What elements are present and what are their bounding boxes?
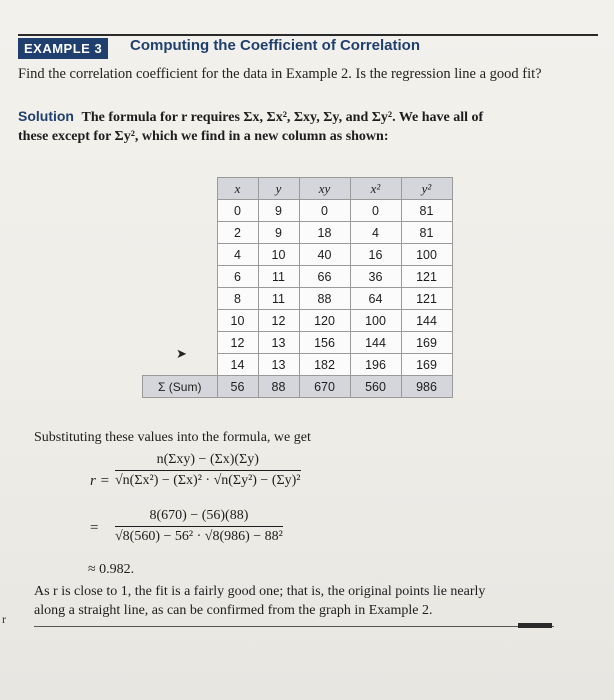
- table-cell: 4: [350, 222, 401, 244]
- fraction-bar: [115, 470, 301, 471]
- bottom-tab-mark: [518, 623, 552, 628]
- substitution-intro: Substituting these values into the formula, we get: [34, 430, 311, 445]
- table-cell: 11: [258, 266, 299, 288]
- substituted-fraction: [115, 508, 283, 545]
- conclusion-line-2: along a straight line, as can be confirmed from the graph in Example 2.: [34, 603, 433, 618]
- table-body: [143, 200, 453, 376]
- table-cell: 88: [299, 288, 350, 310]
- table-cell: 144: [401, 310, 452, 332]
- header-x: x: [217, 178, 258, 200]
- table-cell: 121: [401, 288, 452, 310]
- table-row: [143, 288, 453, 310]
- result-value: ≈ 0.982.: [88, 562, 135, 577]
- table-cell: 13: [258, 354, 299, 376]
- table-cell: 156: [299, 332, 350, 354]
- solution-line-1: The formula for r requires Σx, Σx², Σxy, Σy, and Σy². We have all of: [81, 110, 484, 125]
- sum-x: 56: [217, 376, 258, 398]
- r-equals: r =: [90, 473, 110, 489]
- table-row: [143, 244, 453, 266]
- fraction-bar: [115, 526, 283, 527]
- table-cell: 16: [350, 244, 401, 266]
- table-cell: 196: [350, 354, 401, 376]
- table-cell: 169: [401, 332, 452, 354]
- table-cell: 10: [258, 244, 299, 266]
- table-cell: 2: [217, 222, 258, 244]
- table-cell: 120: [299, 310, 350, 332]
- header-spacer: [143, 178, 218, 200]
- table-row: [143, 332, 453, 354]
- formula-fraction: [115, 452, 301, 489]
- example-tag: EXAMPLE 3: [18, 38, 108, 59]
- table-cell: 100: [401, 244, 452, 266]
- example-title: Computing the Coefficient of Correlation: [130, 37, 420, 54]
- table-cell: 12: [258, 310, 299, 332]
- solution-line-2: these except for Σy², which we find in a new column as shown:: [18, 129, 389, 144]
- formula-denominator: √n(Σx²) − (Σx)² · √n(Σy²) − (Σy)²: [115, 473, 301, 488]
- table-cell: 9: [258, 200, 299, 222]
- table-cell: 11: [258, 288, 299, 310]
- table-cell: 12: [217, 332, 258, 354]
- table-cell: 36: [350, 266, 401, 288]
- table-row: [143, 200, 453, 222]
- row-spacer: [143, 200, 218, 222]
- top-rule: [18, 34, 598, 36]
- table-cell: 81: [401, 222, 452, 244]
- substituted-numerator: 8(670) − (56)(88): [149, 508, 249, 523]
- table-cell: 66: [299, 266, 350, 288]
- row-spacer: [143, 310, 218, 332]
- row-spacer: [143, 222, 218, 244]
- table-cell: 144: [350, 332, 401, 354]
- sum-row: [143, 376, 453, 398]
- formula-numerator: n(Σxy) − (Σx)(Σy): [156, 452, 259, 467]
- table-cell: 8: [217, 288, 258, 310]
- header-y: y: [258, 178, 299, 200]
- table-cell: 9: [258, 222, 299, 244]
- sum-xy: 670: [299, 376, 350, 398]
- sum-x2: 560: [350, 376, 401, 398]
- table-row: [143, 310, 453, 332]
- table-cell: 182: [299, 354, 350, 376]
- table-cell: 14: [217, 354, 258, 376]
- conclusion-paragraph: [34, 582, 574, 620]
- row-spacer: [143, 244, 218, 266]
- table-cell: 0: [217, 200, 258, 222]
- table-cell: 6: [217, 266, 258, 288]
- sum-y: 88: [258, 376, 299, 398]
- sum-label: Σ (Sum): [143, 376, 218, 398]
- solution-heading: Solution: [18, 108, 74, 124]
- table-cell: 10: [217, 310, 258, 332]
- table-cell: 40: [299, 244, 350, 266]
- row-spacer: [143, 266, 218, 288]
- table-cell: 64: [350, 288, 401, 310]
- substituted-denominator: √8(560) − 56² · √8(986) − 88²: [115, 529, 283, 544]
- table-cell: 13: [258, 332, 299, 354]
- table-cell: 4: [217, 244, 258, 266]
- table-cell: 169: [401, 354, 452, 376]
- table-row: [143, 222, 453, 244]
- table-cell: 81: [401, 200, 452, 222]
- bottom-rule: [34, 626, 554, 627]
- table-header-row: [143, 178, 453, 200]
- margin-mark: r: [2, 612, 6, 626]
- conclusion-line-1: As r is close to 1, the fit is a fairly good one; that is, the original points lie nearly: [34, 584, 486, 599]
- row-spacer: [143, 288, 218, 310]
- problem-statement: Find the correlation coefficient for the data in Example 2. Is the regression line a good fit?: [18, 66, 542, 82]
- table-cell: 121: [401, 266, 452, 288]
- header-x2: x²: [350, 178, 401, 200]
- solution-paragraph: [18, 107, 598, 146]
- header-xy: xy: [299, 178, 350, 200]
- cursor-arrow-icon: ➤: [176, 346, 187, 361]
- table-cell: 18: [299, 222, 350, 244]
- sum-y2: 986: [401, 376, 452, 398]
- equals-sign: =: [90, 520, 99, 536]
- table-cell: 0: [350, 200, 401, 222]
- data-table: [142, 177, 453, 398]
- table-row: [143, 354, 453, 376]
- table-cell: 100: [350, 310, 401, 332]
- table-row: [143, 266, 453, 288]
- header-y2: y²: [401, 178, 452, 200]
- table-cell: 0: [299, 200, 350, 222]
